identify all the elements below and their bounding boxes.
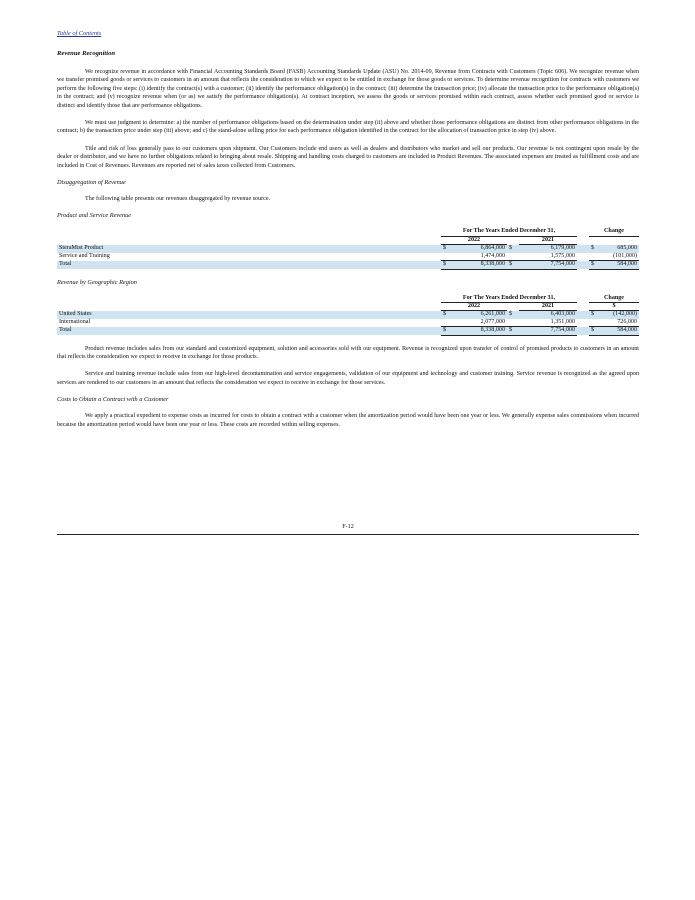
paragraph-table-intro: The following table presents our revenues disaggregated by revenue source. bbox=[85, 196, 271, 203]
row-label: United States bbox=[57, 311, 441, 319]
subheading-costs: Costs to Obtain a Contract with a Customer bbox=[57, 396, 169, 404]
value-2022: 8,338,000 bbox=[451, 327, 507, 335]
change-header: Change bbox=[589, 228, 639, 236]
table-row-total bbox=[57, 327, 639, 335]
value-2021: 7,754,000 bbox=[519, 261, 577, 269]
subheading-disaggregation: Disaggregation of Revenue bbox=[57, 179, 126, 187]
currency-symbol: $ bbox=[507, 327, 519, 335]
currency-symbol: $ bbox=[441, 261, 451, 269]
currency-symbol: $ bbox=[507, 245, 519, 253]
document-page bbox=[57, 22, 639, 435]
table-row bbox=[57, 319, 639, 327]
currency-symbol: $ bbox=[589, 311, 599, 319]
row-label: Total bbox=[57, 327, 441, 335]
currency-symbol: $ bbox=[441, 245, 451, 253]
currency-symbol: $ bbox=[589, 327, 599, 335]
currency-symbol: $ bbox=[589, 245, 599, 253]
currency-symbol: $ bbox=[441, 327, 451, 335]
geographic-revenue-table bbox=[57, 295, 639, 336]
currency-symbol: $ bbox=[441, 311, 451, 319]
currency-symbol: $ bbox=[589, 261, 599, 269]
value-2021: 7,754,000 bbox=[519, 327, 577, 335]
change-currency-header: $ bbox=[589, 302, 639, 310]
value-change: 685,000 bbox=[599, 245, 639, 253]
row-label: Total bbox=[57, 261, 441, 269]
subheading-product-service: Product and Service Revenue bbox=[57, 212, 132, 220]
footer-divider bbox=[57, 534, 639, 535]
period-header: For The Years Ended December 31, bbox=[441, 228, 577, 236]
currency-symbol: $ bbox=[507, 261, 519, 269]
period-header: For The Years Ended December 31, bbox=[441, 295, 577, 303]
row-label: Service and Training bbox=[59, 252, 110, 259]
row-label: International bbox=[59, 318, 91, 325]
year-2022-header: 2022 bbox=[441, 302, 507, 310]
paragraph-revenue-recognition: We recognize revenue in accordance with Financial Accounting Standards Board (FASB) Accounting Standards Update (ASU) No. 2014-09, Revenue from Contracts with Customers (Topic 606). We recognize revenue when we transfer promised goods or services to customers in an amount that reflects the consideration to which we expect to be entitled in exchange for those goods or services. To determine revenue recognition for contracts with customers we perform the following five steps: (i) identify the contract(s) with a customer; (ii) identify the performance obligation(s) in the contract; (iii) determine the transaction price; (iv) allocate the transaction price to the performance obligation(s) in the contract; and (v) recognize revenue when (or as) we satisfy the performance obligation(s). At contract inception, we assess the goods or services promised within each contract, assess whether each promised good or service is distinct and identify those that are performance obligations. bbox=[57, 69, 639, 109]
value-2022: 8,338,000 bbox=[451, 261, 507, 269]
value-2022: 2,077,000 bbox=[480, 318, 505, 325]
value-2022: 6,864,000 bbox=[451, 245, 507, 253]
year-2021-header: 2021 bbox=[519, 302, 577, 310]
value-2021: 1,351,000 bbox=[550, 318, 576, 325]
table-of-contents-link[interactable]: Table of Contents bbox=[57, 30, 102, 37]
change-header: Change bbox=[589, 295, 639, 303]
year-2022-header: 2022 bbox=[441, 236, 507, 244]
table-row-total bbox=[57, 261, 639, 269]
paragraph-product-revenue: Product revenue includes sales from our standard and customized equipment, solution and accessories sold with our equipment. Revenue is recognized upon transfer of control of promised products to customers in an amount that reflects the consideration we expect to receive in exchange for those products. bbox=[57, 345, 639, 360]
value-2022: 1,474,000 bbox=[480, 252, 505, 259]
value-change: (142,000) bbox=[599, 311, 639, 319]
value-2021: 6,179,000 bbox=[519, 245, 577, 253]
value-change: 584,000 bbox=[599, 327, 639, 335]
value-2022: 6,261,000 bbox=[451, 311, 507, 319]
page-number: F-12 bbox=[342, 524, 354, 530]
value-2021: 1,575,000 bbox=[550, 252, 576, 259]
value-change: (101,000) bbox=[613, 252, 638, 259]
paragraph-judgment: We must use judgment to determine: a) the number of performance obligations based on the determination under step (ii) above and whether those performance obligations are distinct from other performance obligations in the contract; b) the transaction price under step (iii) above; and c) the stand-alone selling price for each performance obligation identified in the contract for the allocation of transaction price in step (iv) above. bbox=[57, 120, 639, 135]
table-row bbox=[57, 253, 639, 261]
table-row bbox=[57, 311, 639, 319]
paragraph-service-revenue: Service and training revenue include sales from our high-level decontamination and service engagements, validation of our equipment and technology and customer training. Service revenue is recognized as the agreed upon services are rendered to our customers in an amount that reflects the consideration we expect to receive in exchange for those services. bbox=[57, 371, 639, 386]
row-label: SteraMist Product bbox=[57, 245, 441, 253]
value-2021: 6,403,000 bbox=[519, 311, 577, 319]
currency-symbol: $ bbox=[507, 311, 519, 319]
year-2021-header: 2021 bbox=[519, 236, 577, 244]
product-service-revenue-table bbox=[57, 228, 639, 269]
table-row bbox=[57, 245, 639, 253]
value-change: 584,000 bbox=[599, 261, 639, 269]
value-change: 726,000 bbox=[617, 318, 638, 325]
paragraph-costs: We apply a practical expedient to expense costs as incurred for costs to obtain a contract with a customer when the amortization period would have been one year or less. We generally expense sales commissions when incurred because the amortization period would have been one year or less. These costs are recorded within selling expenses. bbox=[57, 413, 639, 428]
section-heading: Revenue Recognition bbox=[57, 50, 116, 57]
paragraph-title-risk: Title and risk of loss generally pass to our customers upon shipment. Our Customers include end users as well as dealers and distributors who market and sell our products. Our revenue is not contingent upon resale by the dealer or distributor, and we have no further obligations related to bringing about resale. Shipping and handling costs charged to customers are included in Product Revenues. The associated expenses are treated as fulfillment costs and are included in Cost of Revenues. Revenues are reported net of sales taxes collected from Customers. bbox=[57, 145, 639, 169]
subheading-geographic: Revenue by Geographic Region bbox=[57, 278, 137, 286]
